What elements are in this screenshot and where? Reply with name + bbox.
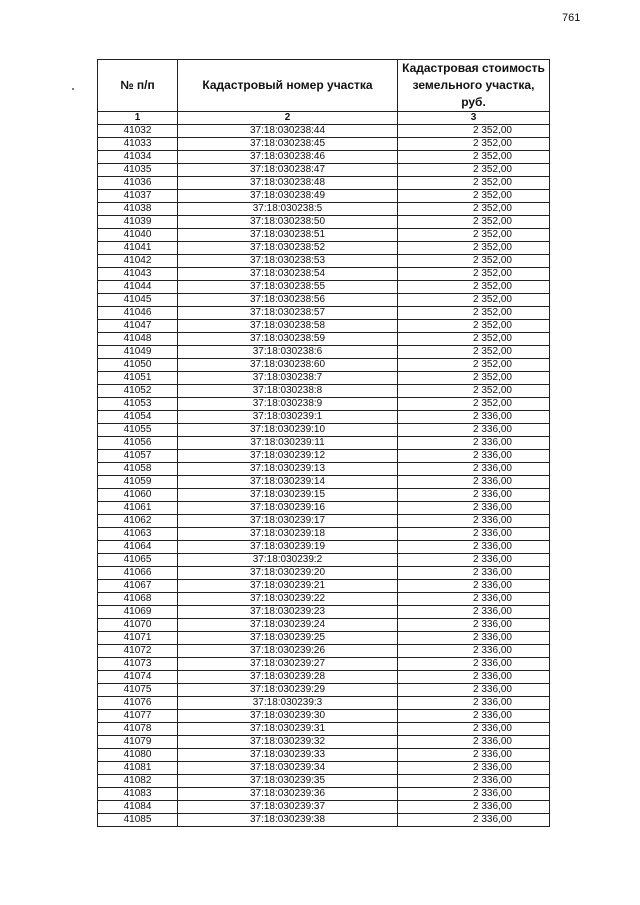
row-number-cell: 41073 <box>98 658 178 671</box>
cadastral-number-cell: 37:18:030239:29 <box>178 684 398 697</box>
row-number-cell: 41069 <box>98 606 178 619</box>
cadastral-value-cell: 2 336,00 <box>398 593 550 606</box>
row-number-cell: 41085 <box>98 814 178 827</box>
table-row <box>98 424 550 437</box>
row-number-cell: 41043 <box>98 268 178 281</box>
table-row <box>98 645 550 658</box>
cadastral-value-cell: 2 336,00 <box>398 411 550 424</box>
table-row <box>98 567 550 580</box>
cadastral-number-cell: 37:18:030239:1 <box>178 411 398 424</box>
cadastral-number-cell: 37:18:030238:9 <box>178 398 398 411</box>
column-number: 3 <box>398 112 550 125</box>
cadastral-number-cell: 37:18:030239:13 <box>178 463 398 476</box>
cadastral-value-cell: 2 352,00 <box>398 138 550 151</box>
table-row <box>98 229 550 242</box>
cadastral-number-cell: 37:18:030239:38 <box>178 814 398 827</box>
table-row <box>98 437 550 450</box>
row-number-cell: 41035 <box>98 164 178 177</box>
cadastral-value-cell: 2 352,00 <box>398 203 550 216</box>
table-row <box>98 385 550 398</box>
cadastral-value-cell: 2 352,00 <box>398 255 550 268</box>
row-number-cell: 41078 <box>98 723 178 736</box>
cadastral-value-cell: 2 352,00 <box>398 294 550 307</box>
row-number-cell: 41060 <box>98 489 178 502</box>
row-number-cell: 41041 <box>98 242 178 255</box>
table-row <box>98 658 550 671</box>
cadastral-number-cell: 37:18:030238:49 <box>178 190 398 203</box>
row-number-cell: 41072 <box>98 645 178 658</box>
cadastral-value-cell: 2 336,00 <box>398 424 550 437</box>
row-number-cell: 41084 <box>98 801 178 814</box>
cadastral-number-cell: 37:18:030239:17 <box>178 515 398 528</box>
row-number-cell: 41071 <box>98 632 178 645</box>
table-row <box>98 463 550 476</box>
cadastral-number-cell: 37:18:030238:54 <box>178 268 398 281</box>
table-row <box>98 762 550 775</box>
column-number-row <box>98 112 550 125</box>
row-number-cell: 41081 <box>98 762 178 775</box>
table-row <box>98 515 550 528</box>
cadastral-number-cell: 37:18:030239:34 <box>178 762 398 775</box>
cadastral-value-cell: 2 352,00 <box>398 268 550 281</box>
cadastral-number-cell: 37:18:030238:48 <box>178 177 398 190</box>
table-row <box>98 138 550 151</box>
cadastral-value-cell: 2 352,00 <box>398 164 550 177</box>
cadastral-value-cell: 2 352,00 <box>398 216 550 229</box>
column-number: 1 <box>98 112 178 125</box>
table-row <box>98 125 550 138</box>
cadastral-value-cell: 2 336,00 <box>398 814 550 827</box>
cadastral-number-cell: 37:18:030239:11 <box>178 437 398 450</box>
cadastral-number-cell: 37:18:030239:30 <box>178 710 398 723</box>
cadastral-value-cell: 2 352,00 <box>398 242 550 255</box>
cadastral-value-cell: 2 336,00 <box>398 645 550 658</box>
row-number-cell: 41036 <box>98 177 178 190</box>
cadastral-value-cell: 2 336,00 <box>398 801 550 814</box>
cadastral-value-cell: 2 352,00 <box>398 359 550 372</box>
cadastral-value-cell: 2 336,00 <box>398 580 550 593</box>
cadastral-number-cell: 37:18:030239:37 <box>178 801 398 814</box>
row-number-cell: 41058 <box>98 463 178 476</box>
row-number-cell: 41039 <box>98 216 178 229</box>
row-number-cell: 41032 <box>98 125 178 138</box>
row-number-cell: 41079 <box>98 736 178 749</box>
table-row <box>98 242 550 255</box>
row-number-cell: 41066 <box>98 567 178 580</box>
cadastral-number-cell: 37:18:030238:60 <box>178 359 398 372</box>
table-row <box>98 346 550 359</box>
table-row <box>98 814 550 827</box>
table-row <box>98 671 550 684</box>
cadastral-value-cell: 2 336,00 <box>398 736 550 749</box>
cadastral-value-cell: 2 336,00 <box>398 437 550 450</box>
row-number-cell: 41049 <box>98 346 178 359</box>
table-row <box>98 359 550 372</box>
table-row <box>98 307 550 320</box>
row-number-cell: 41054 <box>98 411 178 424</box>
cadastral-number-cell: 37:18:030238:5 <box>178 203 398 216</box>
cadastral-number-cell: 37:18:030239:12 <box>178 450 398 463</box>
cadastral-number-cell: 37:18:030238:44 <box>178 125 398 138</box>
cadastral-value-cell: 2 336,00 <box>398 502 550 515</box>
table-row <box>98 294 550 307</box>
table-row <box>98 489 550 502</box>
row-number-cell: 41059 <box>98 476 178 489</box>
page-number: 761 <box>562 12 581 24</box>
cadastral-value-cell: 2 352,00 <box>398 151 550 164</box>
table-row <box>98 268 550 281</box>
row-number-cell: 41075 <box>98 684 178 697</box>
row-number-cell: 41062 <box>98 515 178 528</box>
row-number-cell: 41076 <box>98 697 178 710</box>
cadastral-value-cell: 2 352,00 <box>398 398 550 411</box>
row-number-cell: 41056 <box>98 437 178 450</box>
cadastral-number-cell: 37:18:030238:46 <box>178 151 398 164</box>
table-row <box>98 554 550 567</box>
column-number: 2 <box>178 112 398 125</box>
row-number-cell: 41045 <box>98 294 178 307</box>
cadastral-number-cell: 37:18:030239:31 <box>178 723 398 736</box>
cadastral-number-cell: 37:18:030239:18 <box>178 528 398 541</box>
cadastral-value-cell: 2 352,00 <box>398 333 550 346</box>
cadastral-value-cell: 2 336,00 <box>398 671 550 684</box>
cadastral-value-cell: 2 352,00 <box>398 385 550 398</box>
row-number-cell: 41061 <box>98 502 178 515</box>
row-number-cell: 41042 <box>98 255 178 268</box>
cadastral-value-cell: 2 336,00 <box>398 489 550 502</box>
row-number-cell: 41046 <box>98 307 178 320</box>
cadastral-number-cell: 37:18:030239:15 <box>178 489 398 502</box>
cadastral-number-cell: 37:18:030239:2 <box>178 554 398 567</box>
table-row <box>98 411 550 424</box>
cadastral-value-cell: 2 336,00 <box>398 619 550 632</box>
cadastral-value-cell: 2 352,00 <box>398 372 550 385</box>
cadastral-value-cell: 2 336,00 <box>398 515 550 528</box>
cadastral-value-cell: 2 336,00 <box>398 463 550 476</box>
cadastral-number-cell: 37:18:030238:6 <box>178 346 398 359</box>
row-number-cell: 41074 <box>98 671 178 684</box>
table-row <box>98 372 550 385</box>
cadastral-value-cell: 2 336,00 <box>398 541 550 554</box>
table-row <box>98 255 550 268</box>
table-row <box>98 398 550 411</box>
table-row <box>98 164 550 177</box>
cadastral-number-cell: 37:18:030239:35 <box>178 775 398 788</box>
table-row <box>98 580 550 593</box>
cadastral-number-cell: 37:18:030238:55 <box>178 281 398 294</box>
cadastral-number-cell: 37:18:030238:52 <box>178 242 398 255</box>
table-row <box>98 775 550 788</box>
cadastral-number-cell: 37:18:030239:36 <box>178 788 398 801</box>
cadastral-value-cell: 2 336,00 <box>398 567 550 580</box>
cadastral-number-cell: 37:18:030238:7 <box>178 372 398 385</box>
row-number-cell: 41052 <box>98 385 178 398</box>
cadastral-value-cell: 2 352,00 <box>398 177 550 190</box>
cadastral-number-cell: 37:18:030239:26 <box>178 645 398 658</box>
cadastral-value-cell: 2 336,00 <box>398 684 550 697</box>
cadastral-value-cell: 2 336,00 <box>398 476 550 489</box>
table-row <box>98 177 550 190</box>
table-row <box>98 632 550 645</box>
cadastral-number-cell: 37:18:030238:56 <box>178 294 398 307</box>
row-number-cell: 41067 <box>98 580 178 593</box>
table-row <box>98 723 550 736</box>
cadastral-number-cell: 37:18:030238:47 <box>178 164 398 177</box>
cadastral-number-cell: 37:18:030238:58 <box>178 320 398 333</box>
cadastral-number-cell: 37:18:030239:16 <box>178 502 398 515</box>
cadastral-value-cell: 2 352,00 <box>398 307 550 320</box>
row-number-cell: 41080 <box>98 749 178 762</box>
row-number-cell: 41053 <box>98 398 178 411</box>
cadastral-number-cell: 37:18:030238:59 <box>178 333 398 346</box>
cadastral-value-cell: 2 336,00 <box>398 528 550 541</box>
cadastral-number-cell: 37:18:030239:20 <box>178 567 398 580</box>
header-cadastral-value: Кадастровая стоимость земельного участка, руб. <box>398 60 550 112</box>
row-number-cell: 41082 <box>98 775 178 788</box>
cadastral-value-cell: 2 336,00 <box>398 710 550 723</box>
row-number-cell: 41051 <box>98 372 178 385</box>
table-header-row <box>98 60 550 112</box>
row-number-cell: 41047 <box>98 320 178 333</box>
cadastral-number-cell: 37:18:030239:21 <box>178 580 398 593</box>
table-row <box>98 697 550 710</box>
cadastral-value-cell: 2 336,00 <box>398 450 550 463</box>
row-number-cell: 41057 <box>98 450 178 463</box>
cadastral-value-cell: 2 336,00 <box>398 788 550 801</box>
cadastral-number-cell: 37:18:030239:19 <box>178 541 398 554</box>
cadastral-value-cell: 2 336,00 <box>398 762 550 775</box>
cadastral-number-cell: 37:18:030239:27 <box>178 658 398 671</box>
cadastral-value-cell: 2 352,00 <box>398 320 550 333</box>
row-number-cell: 41077 <box>98 710 178 723</box>
cadastral-value-cell: 2 336,00 <box>398 554 550 567</box>
cadastral-number-cell: 37:18:030239:32 <box>178 736 398 749</box>
cadastral-number-cell: 37:18:030239:33 <box>178 749 398 762</box>
row-number-cell: 41048 <box>98 333 178 346</box>
cadastral-value-cell: 2 352,00 <box>398 125 550 138</box>
table-row <box>98 151 550 164</box>
cadastral-number-cell: 37:18:030239:10 <box>178 424 398 437</box>
row-number-cell: 41055 <box>98 424 178 437</box>
cadastral-number-cell: 37:18:030239:22 <box>178 593 398 606</box>
scan-speck <box>72 88 74 90</box>
table-row <box>98 333 550 346</box>
cadastral-value-cell: 2 336,00 <box>398 606 550 619</box>
table-row <box>98 216 550 229</box>
row-number-cell: 41040 <box>98 229 178 242</box>
table-row <box>98 320 550 333</box>
cadastral-number-cell: 37:18:030238:50 <box>178 216 398 229</box>
table-row <box>98 541 550 554</box>
cadastral-value-cell: 2 336,00 <box>398 749 550 762</box>
cadastral-value-cell: 2 336,00 <box>398 697 550 710</box>
table-row <box>98 281 550 294</box>
row-number-cell: 41044 <box>98 281 178 294</box>
row-number-cell: 41037 <box>98 190 178 203</box>
row-number-cell: 41033 <box>98 138 178 151</box>
cadastral-value-cell: 2 336,00 <box>398 775 550 788</box>
row-number-cell: 41065 <box>98 554 178 567</box>
table-row <box>98 749 550 762</box>
cadastral-number-cell: 37:18:030239:28 <box>178 671 398 684</box>
cadastral-value-table <box>97 59 550 827</box>
cadastral-value-cell: 2 336,00 <box>398 658 550 671</box>
table-row <box>98 606 550 619</box>
header-cadastral-number: Кадастровый номер участка <box>178 60 398 112</box>
row-number-cell: 41050 <box>98 359 178 372</box>
cadastral-value-cell: 2 336,00 <box>398 723 550 736</box>
table-row <box>98 801 550 814</box>
table-body <box>98 112 550 827</box>
table-row <box>98 684 550 697</box>
cadastral-value-cell: 2 352,00 <box>398 229 550 242</box>
table-row <box>98 502 550 515</box>
cadastral-value-cell: 2 336,00 <box>398 632 550 645</box>
table-row <box>98 736 550 749</box>
table-row <box>98 190 550 203</box>
row-number-cell: 41064 <box>98 541 178 554</box>
table-row <box>98 593 550 606</box>
cadastral-number-cell: 37:18:030239:25 <box>178 632 398 645</box>
row-number-cell: 41063 <box>98 528 178 541</box>
table-row <box>98 528 550 541</box>
row-number-cell: 41083 <box>98 788 178 801</box>
table-row <box>98 788 550 801</box>
cadastral-value-cell: 2 352,00 <box>398 346 550 359</box>
row-number-cell: 41034 <box>98 151 178 164</box>
table-row <box>98 710 550 723</box>
row-number-cell: 41038 <box>98 203 178 216</box>
cadastral-value-cell: 2 352,00 <box>398 281 550 294</box>
cadastral-number-cell: 37:18:030238:8 <box>178 385 398 398</box>
table-row <box>98 450 550 463</box>
table-row <box>98 619 550 632</box>
table-row <box>98 476 550 489</box>
cadastral-number-cell: 37:18:030239:14 <box>178 476 398 489</box>
header-row-number: № п/п <box>98 60 178 112</box>
cadastral-number-cell: 37:18:030239:23 <box>178 606 398 619</box>
cadastral-number-cell: 37:18:030238:45 <box>178 138 398 151</box>
cadastral-value-cell: 2 352,00 <box>398 190 550 203</box>
row-number-cell: 41068 <box>98 593 178 606</box>
cadastral-number-cell: 37:18:030238:53 <box>178 255 398 268</box>
cadastral-number-cell: 37:18:030239:3 <box>178 697 398 710</box>
cadastral-number-cell: 37:18:030238:51 <box>178 229 398 242</box>
row-number-cell: 41070 <box>98 619 178 632</box>
table-row <box>98 203 550 216</box>
cadastral-number-cell: 37:18:030239:24 <box>178 619 398 632</box>
cadastral-number-cell: 37:18:030238:57 <box>178 307 398 320</box>
